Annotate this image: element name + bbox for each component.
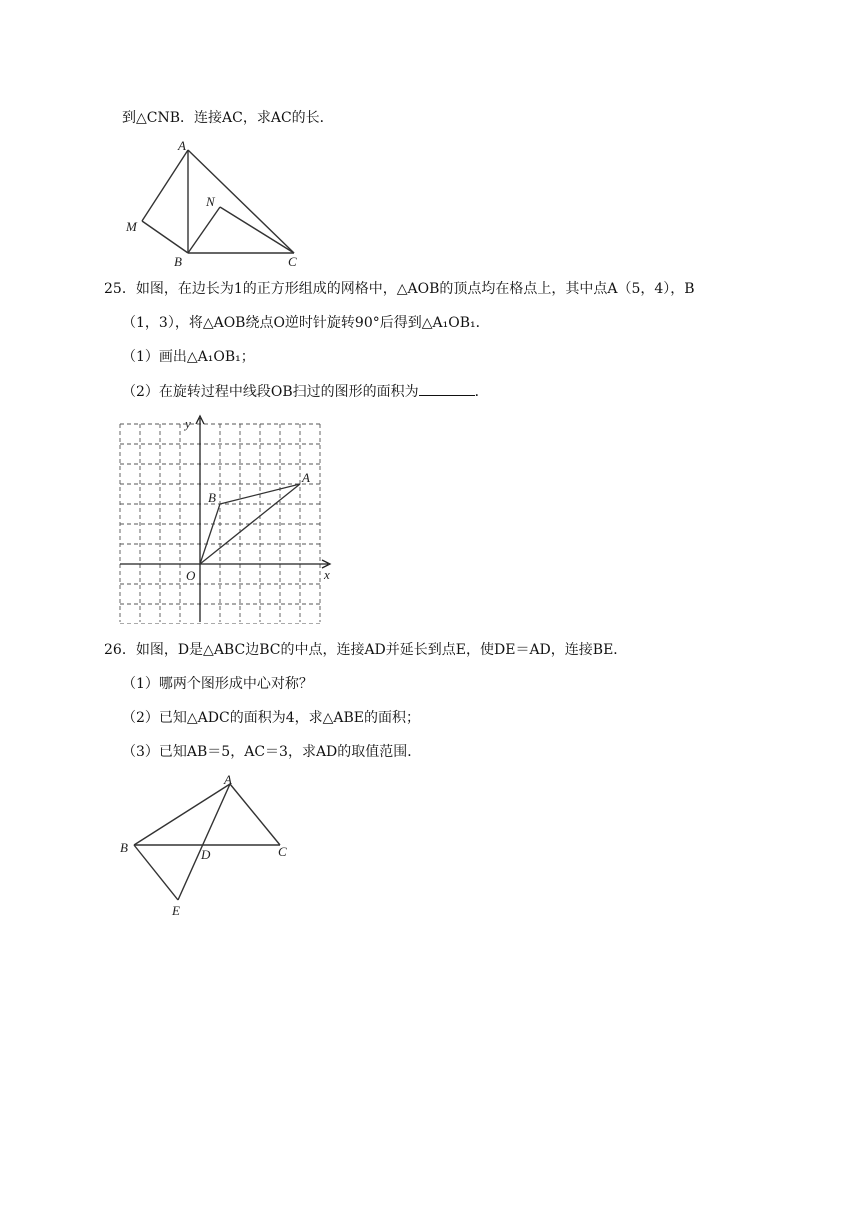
q25-label-B: B (208, 490, 216, 505)
q24-label-M: M (126, 219, 137, 234)
q26-part2: （2）已知△ADC的面积为4，求△ABE的面积； (122, 710, 421, 726)
q24-label-N: N (206, 194, 215, 209)
q24-figure (122, 136, 302, 268)
q25-part2: （2）在旋转过程中线段OB扫过的图形的面积为 ． (122, 381, 489, 402)
q24-label-C: C (288, 254, 297, 268)
q26-label-B: B (120, 840, 128, 855)
q25-label-x: x (324, 567, 330, 582)
segment-OB (200, 504, 220, 564)
q25-statement-line2: （1，3），将△AOB绕点O逆时针旋转90°后得到△A₁OB₁． (122, 315, 490, 331)
q26-label-E: E (172, 903, 180, 918)
q26-part1: （1）哪两个图形成中心对称？ (122, 676, 313, 692)
q25-label-A: A (302, 470, 310, 485)
q24-tail-text: 到△CNB．连接AC，求AC的长． (122, 110, 334, 126)
q26-figure (118, 772, 298, 922)
q26-statement: 26．如图，D是△ABC边BC的中点，连接AD并延长到点E，使DE＝AD，连接BE． (104, 642, 628, 658)
q26-number: 26． (104, 642, 136, 658)
q25-part1: （1）画出△A₁OB₁； (122, 349, 255, 365)
q26-label-C: C (278, 844, 287, 859)
q24-label-B: B (174, 254, 182, 268)
q24-label-A: A (178, 138, 186, 153)
q25-statement-line1: 25．如图，在边长为1的正方形组成的网格中，△AOB的顶点均在格点上，其中点A（5，4），B (104, 281, 695, 297)
q25-label-O: O (186, 568, 196, 583)
q26-part3: （3）已知AB＝5，AC＝3，求AD的取值范围． (122, 744, 422, 760)
answer-blank[interactable] (419, 381, 475, 396)
q26-label-A: A (224, 772, 232, 787)
q25-number: 25． (104, 281, 136, 297)
q25-grid-figure (118, 414, 338, 624)
q25-label-y: y (185, 416, 191, 431)
q26-label-D: D (201, 847, 211, 862)
